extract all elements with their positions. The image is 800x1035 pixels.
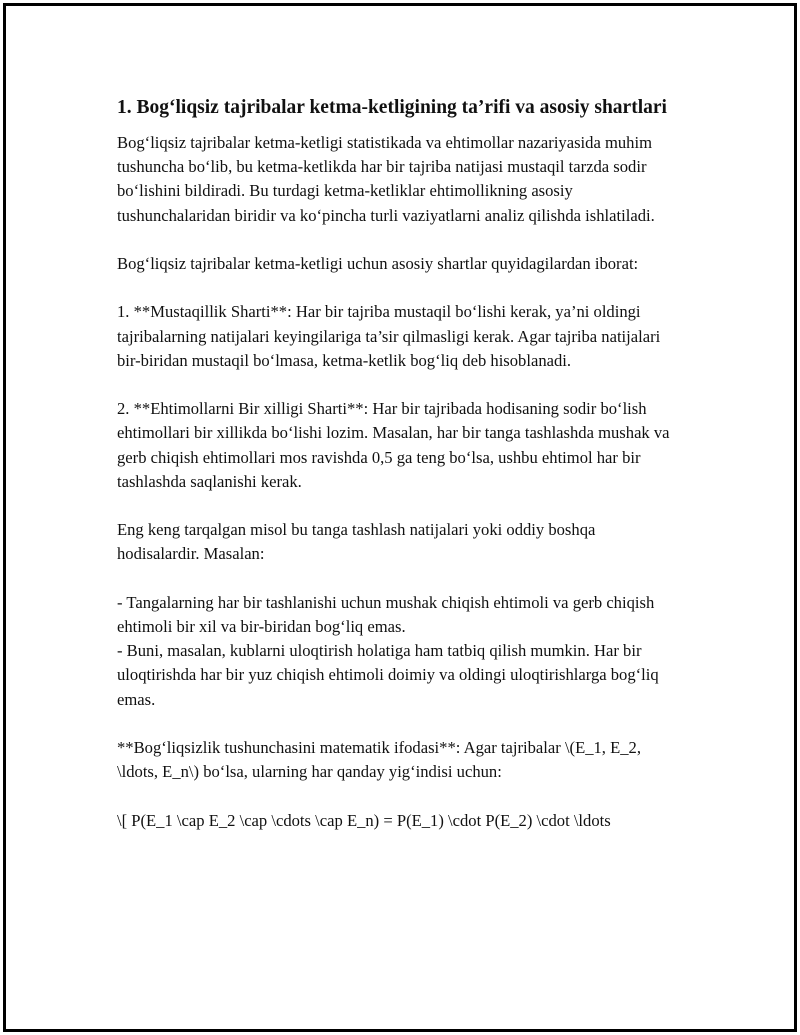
- condition-independence: 1. **Mustaqillik Sharti**: Har bir tajriba mustaqil bo‘lishi kerak, ya’ni oldingi tajribalarning natijalari keyingilariga ta’sir qilmasligi kerak. Agar tajriba natijalari bir-biridan mustaqil bo‘lmasa, ketma-ketlik bog‘liq deb hisoblanadi.: [117, 302, 661, 370]
- example-list: [117, 591, 677, 712]
- list-item: - Buni, masalan, kublarni uloqtirish holatiga ham tatbiq qilish mumkin. Har bir uloqtirishda har bir yuz chiqish ehtimoli doimiy va oldingi uloqtirishlarga bog‘liq emas.: [117, 641, 659, 709]
- example-intro: Eng keng tarqalgan misol bu tanga tashlash natijalari yoki oddiy boshqa hodisalardir. Masalan:: [117, 520, 596, 564]
- math-definition: **Bog‘liqsizlik tushunchasini matematik ifodasi**: Agar tajribalar \(E_1, E_2, \ldots, E_n\) bo‘lsa, ularning har qanday yig‘indisi uchun:: [117, 737, 641, 782]
- math-formula: \[ P(E_1 \cap E_2 \cap \cdots \cap E_n) = P(E_1) \cdot P(E_2) \cdot \ldots: [117, 810, 611, 830]
- list-item: - Tangalarning har bir tashlanishi uchun mushak chiqish ehtimoli va gerb chiqish ehtimoli bir xil va bir-biridan bog‘liq emas.: [117, 592, 655, 636]
- section-heading: 1. Bog‘liqsiz tajribalar ketma-ketligining ta’rifi va asosiy shartlari: [117, 97, 667, 118]
- document-body: [117, 94, 677, 833]
- intro-paragraph: Bog‘liqsiz tajribalar ketma-ketligi statistikada va ehtimollar nazariyasida muhim tushuncha bo‘lib, bu ketma-ketlikda har bir tajriba natijasi mustaqil tarzda sodir bo‘lishini bildiradi. Bu turdagi ketma-ketliklar ehtimollikning asosiy tushunchalaridan biridir va ko‘pincha turli vaziyatlarni analiz qilishda ishlatiladi.: [117, 133, 655, 225]
- condition-equal-probability: 2. **Ehtimollarni Bir xilligi Sharti**: Har bir tajribada hodisaning sodir bo‘lish ehtimollari bir xillikda bo‘lishi lozim. Masalan, har bir tanga tashlashda mushak va gerb chiqish ehtimollari mos ravishda 0,5 ga teng bo‘lsa, ushbu ehtimol har bir tashlashda saqlanishi kerak.: [117, 399, 670, 491]
- conditions-intro: Bog‘liqsiz tajribalar ketma-ketligi uchun asosiy shartlar quyidagilardan iborat:: [117, 254, 639, 273]
